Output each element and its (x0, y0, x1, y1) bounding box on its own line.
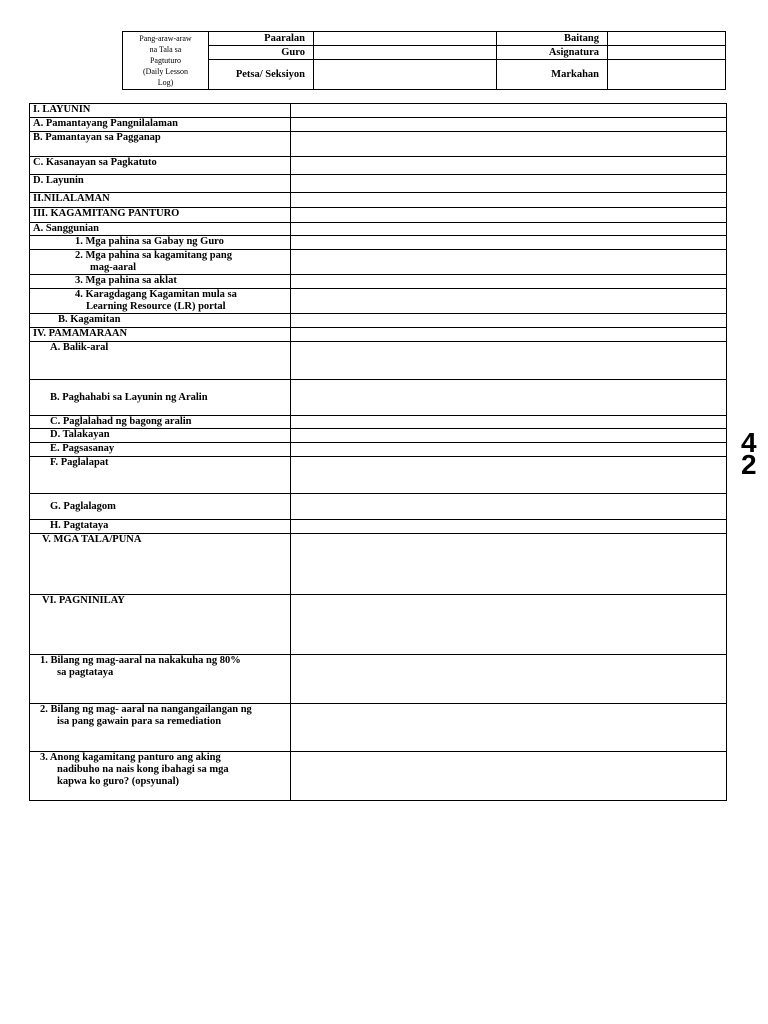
row-label: VI. PAGNINILAY (30, 595, 291, 655)
row-label: III. KAGAMITANG PANTURO (30, 208, 291, 223)
row-label: 2. Bilang ng mag- aaral na nangangailangan ng isa pang gawain para sa remediation (30, 704, 291, 752)
petsa-seksiyon-label: Petsa/ Seksiyon (209, 60, 314, 90)
row-label: 3. Mga pahina sa aklat (30, 275, 291, 289)
row-label: I. LAYUNIN (30, 104, 291, 118)
row-label: D. Talakayan (30, 429, 291, 443)
row-field[interactable] (291, 132, 727, 157)
row-field[interactable] (291, 494, 727, 520)
row-field[interactable] (291, 704, 727, 752)
row-field[interactable] (291, 104, 727, 118)
row-field[interactable] (291, 655, 727, 704)
row-label: IV. PAMAMARAAN (30, 328, 291, 342)
asignatura-label: Asignatura (497, 46, 608, 60)
row-field[interactable] (291, 416, 727, 429)
row-field[interactable] (291, 314, 727, 328)
row-field[interactable] (291, 250, 727, 275)
petsa-seksiyon-field[interactable] (314, 60, 497, 90)
row-label: 1. Mga pahina sa Gabay ng Guro (30, 236, 291, 250)
row-field[interactable] (291, 208, 727, 223)
row-field[interactable] (291, 157, 727, 175)
row-field[interactable] (291, 118, 727, 132)
row-field[interactable] (291, 289, 727, 314)
row-label: C. Paglalahad ng bagong aralin (30, 416, 291, 429)
markahan-field[interactable] (608, 60, 726, 90)
row-label: E. Pagsasanay (30, 443, 291, 457)
row-field[interactable] (291, 443, 727, 457)
side-mark (741, 432, 767, 478)
paaralan-field[interactable] (314, 32, 497, 46)
row-label: A. Pamantayang Pangnilalaman (30, 118, 291, 132)
row-label: B. Pamantayan sa Pagganap (30, 132, 291, 157)
row-label: B. Kagamitan (30, 314, 291, 328)
row-field[interactable] (291, 328, 727, 342)
row-label: H. Pagtataya (30, 520, 291, 534)
row-label: C. Kasanayan sa Pagkatuto (30, 157, 291, 175)
header-table (122, 31, 726, 90)
side-mark-top: 4 (741, 432, 757, 458)
row-field[interactable] (291, 380, 727, 416)
asignatura-field[interactable] (608, 46, 726, 60)
row-field[interactable] (291, 595, 727, 655)
side-mark-bottom: 2 (741, 449, 757, 478)
row-label: 4. Karagdagang Kagamitan mula sa Learning Resource (LR) portal (30, 289, 291, 314)
row-field[interactable] (291, 429, 727, 443)
baitang-field[interactable] (608, 32, 726, 46)
row-label: V. MGA TALA/PUNA (30, 534, 291, 595)
row-label: 2. Mga pahina sa kagamitang pang mag-aaral (30, 250, 291, 275)
row-field[interactable] (291, 193, 727, 208)
row-label: G. Paglalagom (30, 494, 291, 520)
row-field[interactable] (291, 175, 727, 193)
baitang-label: Baitang (497, 32, 608, 46)
paaralan-label: Paaralan (209, 32, 314, 46)
row-field[interactable] (291, 223, 727, 236)
guro-label: Guro (209, 46, 314, 60)
row-label: A. Sanggunian (30, 223, 291, 236)
row-field[interactable] (291, 457, 727, 494)
row-label: 3. Anong kagamitang panturo ang aking nadibuho na nais kong ibahagi sa mga kapwa ko guro? (opsyunal) (30, 752, 291, 801)
markahan-label: Markahan (497, 60, 608, 90)
row-field[interactable] (291, 520, 727, 534)
guro-field[interactable] (314, 46, 497, 60)
row-label: 1. Bilang ng mag-aaral na nakakuha ng 80% sa pagtataya (30, 655, 291, 704)
row-label: A. Balik-aral (30, 342, 291, 380)
row-label: F. Paglalapat (30, 457, 291, 494)
row-field[interactable] (291, 275, 727, 289)
row-label: B. Paghahabi sa Layunin ng Aralin (30, 380, 291, 416)
row-field[interactable] (291, 236, 727, 250)
row-field[interactable] (291, 752, 727, 801)
row-field[interactable] (291, 534, 727, 595)
row-label: D. Layunin (30, 175, 291, 193)
daily-lesson-log-title: Pang-araw-araw na Tala sa Pagtuturo (Daily Lesson Log) (123, 32, 209, 90)
row-field[interactable] (291, 342, 727, 380)
lesson-log-table (29, 103, 727, 801)
row-label: II.NILALAMAN (30, 193, 291, 208)
